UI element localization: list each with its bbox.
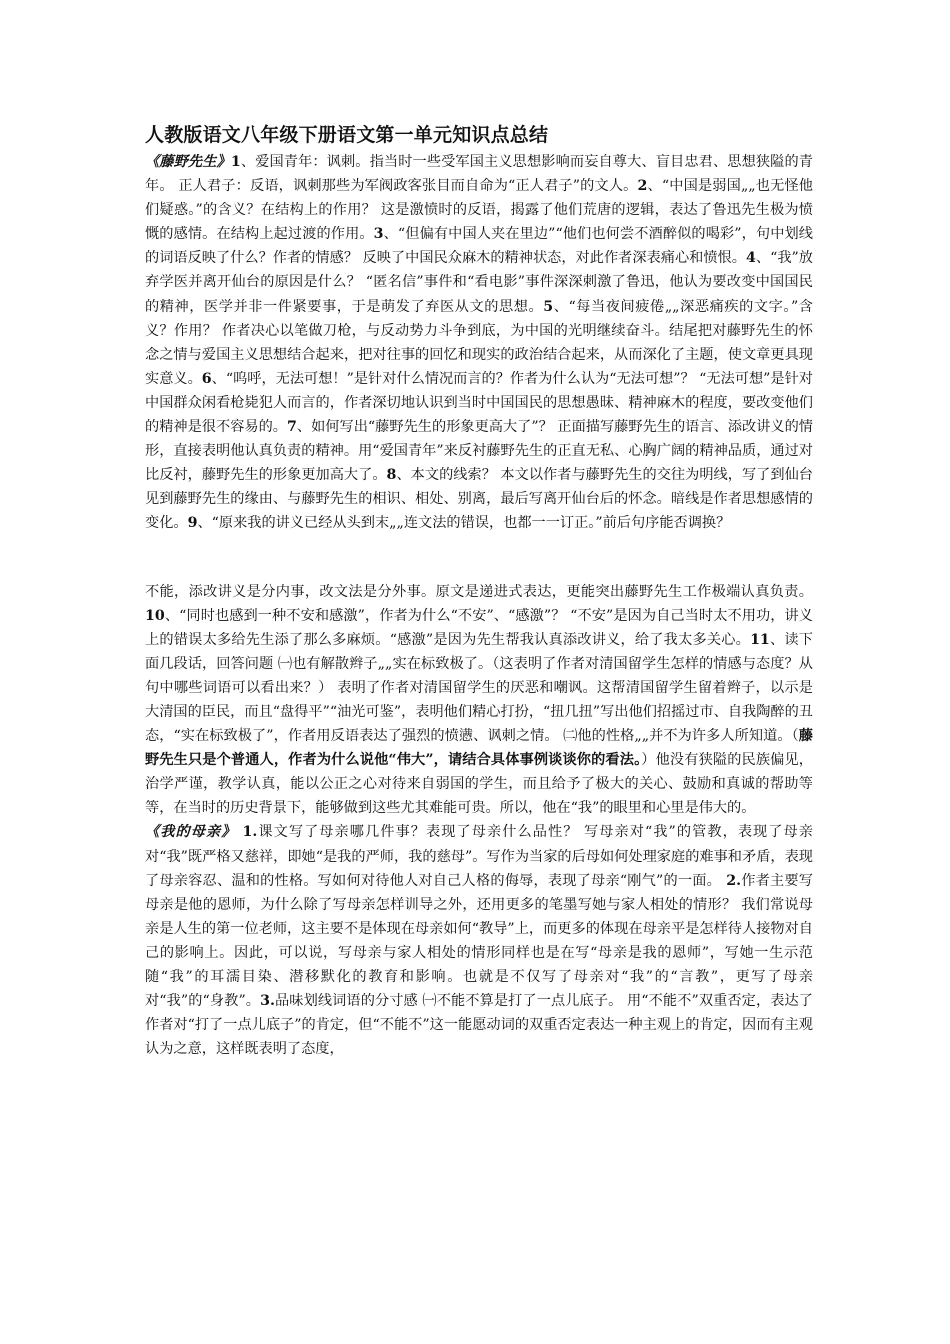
item-text: 、本文的线索？ 本文以作者与藤野先生的交往为明线，写了到仙台见到藤野先生的缘由、与藤野先生的相识、相处、别离，最后写离开仙台后的怀念。暗线是作者思想感情的变化。 bbox=[145, 467, 813, 532]
item-number: 11 bbox=[750, 631, 770, 648]
work-title-my-mother: 《我的母亲》 bbox=[145, 824, 237, 841]
item-number: 2. bbox=[721, 872, 742, 889]
item-text: 品味划线词语的分寸感 ㈠不能不算是打了一点儿底子。 用“不能不”双重否定，表达了作者对“打了一点儿底子”的肯定，但“不能不”这一能愿动词的双重否定表达一种主观上的肯定，因而有主观认为之意，这样既表明了态度， bbox=[145, 993, 813, 1058]
item-text: 作者主要写母亲是他的恩师，为什么除了写母亲怎样训导之外，还用更多的笔墨写她与家人相处的情形？ 我们常说母亲是人生的第一位老师，这主要不是体现在母亲如何“教导”上，而更多的体现在母亲平是怎样待人接物对自己的影响上。因此，可以说，写母亲与家人相处的情形同样也是在写“母亲是我的恩师”，写她一生示范随“我”的耳濡目染、潜移默化的教育和影响。也就是不仅写了母亲对“我”的“言教”，更写了母亲对“我”的“身教”。 bbox=[145, 872, 813, 1010]
item-number: 6 bbox=[201, 370, 212, 387]
item-number: 7 bbox=[287, 419, 297, 436]
bold-question: 藤野先生只是个普通人，作者为什么说他“伟大”，请结合具体事例谈谈你的看法。 bbox=[145, 728, 813, 769]
item-text: ）他没有狭隘的民族偏见，治学严谨，教学认真，能以公正之心对待来自弱国的学生，而且给予了极大的关心、鼓励和真诚的帮助等等，在当时的历史背景下，能够做到这些尤其难能可贵。所以，他在“我”的眼里和心里是伟大的。 bbox=[145, 752, 813, 817]
item-text: 课文写了母亲哪几件事？表现了母亲什么品性？ 写母亲对“我”的管教，表现了母亲对“我”既严格又慈祥，即她“是我的严师，我的慈母”。写作为当家的后母如何处理家庭的难事和矛盾，表现了母亲容忍、温和的性格。写如何对待他人对自己人格的侮辱，表现了母亲“刚气”的一面。 bbox=[145, 824, 813, 889]
paragraph-fujino-notes-1 bbox=[145, 150, 813, 536]
item-number: 9 bbox=[187, 515, 198, 532]
item-text: 、“我”放弃学医并离开仙台的原因是什么？ “匿名信”事件和“看电影”事件深深刺激了鲁迅，他认为要改变中国国民的精神，医学并非一件紧要事，于是萌发了弃医从文的思想。 bbox=[145, 250, 813, 315]
item-number: 4 bbox=[745, 250, 756, 267]
item-number: 3. bbox=[260, 993, 275, 1010]
item-text: 、“同时也感到一种不安和感激”，作者为什么“不安”、“感激”？ “不安”是因为自己当时太不用功，讲义上的错误太多给先生添了那么多麻烦。“感激”是因为先生帮我认真添改讲义，给了我太多关心。 bbox=[145, 607, 813, 648]
item-number: 2 bbox=[637, 178, 648, 195]
paragraph-my-mother-notes bbox=[145, 820, 813, 1061]
item-text: 、“中国是弱国„„也无怪他们疑惑。”的含义？在结构上的作用？ 这是激愤时的反语，揭露了他们荒唐的逻辑，表达了鲁迅先生极为愤慨的感情。在结构上起过渡的作用。 bbox=[145, 178, 813, 243]
item-text: 、“呜呼，无法可想！”是针对什么情况而言的？作者为什么认为“无法可想”？ “无法可想”是针对中国群众闲看枪毙犯人而言的，作者深切地认识到当时中国国民的思想愚昧、精神麻木的程度，要改变他们的精神是很不容易的。 bbox=[145, 370, 813, 436]
document-title: 人教版语文八年级下册语文第一单元知识点总结 bbox=[145, 124, 549, 146]
work-title-fujino: 《藤野先生》 bbox=[145, 154, 231, 170]
item-text: 不能，添改讲义是分内事，改文法是分外事。原文是递进式表达，更能突出藤野先生工作极端认真负责。 bbox=[145, 583, 813, 600]
item-number: 1. bbox=[236, 824, 258, 841]
item-text: 、爱国青年：讽刺。指当时一些受军国主义思想影响而妄自尊大、盲目忠君、思想狭隘的青年。 正人君子：反语，讽刺那些为军阀政客张目而自命为“正人君子”的文人。 bbox=[145, 154, 813, 195]
item-text: 、“每当夜间疲倦„„深恶痛疾的文字。”含义？作用？ 作者决心以笔做刀枪，与反动势力斗争到底，为中国的光明继续奋斗。结尾把对藤野先生的怀念之情与爱国主义思想结合起来，把对往事的回忆和现实的政治结合起来，从而深化了主题，使文章更具现实意义。 bbox=[145, 298, 813, 387]
item-text: 、读下面几段话，回答问题 ㈠也有解散辫子„„实在标致极了。（这表明了作者对清国留学生怎样的情感与态度？从句中哪些词语可以看出来？） 表明了作者对清国留学生的厌恶和嘲讽。这帮清国留学生留着辫子，以示是大清国的臣民，而且“盘得平”“油光可鉴”，表明他们精心打扮，“扭几扭”写出他们招摇过市、自我陶醉的丑态，“实在标致极了”，作者用反语表达了强烈的愤懑、讽刺之情。 ㈡他的性格„„并不为许多人所知道。（ bbox=[145, 631, 813, 745]
item-number: 5 bbox=[543, 298, 554, 315]
item-text: 、“但偏有中国人夹在里边”“他们也何尝不酒醉似的喝彩”，句中划线的词语反映了什么？作者的情感？ 反映了中国民众麻木的精神状态，对此作者深表痛心和愤恨。 bbox=[145, 226, 813, 267]
item-text: 、如何写出“藤野先生的形象更高大了”？ 正面描写藤野先生的语言、添改讲义的情形，直接表明他认真负责的精神。用“爱国青年”来反衬藤野先生的正直无私、心胸广阔的精神品质，通过对比反衬，藤野先生的形象更加高大了。 bbox=[145, 419, 813, 484]
paragraph-gap bbox=[145, 536, 813, 580]
item-text: 、“原来我的讲义已经从头到末„„连文法的错误，也都一一订正。”前后句序能否调换？ bbox=[197, 515, 731, 532]
document-page bbox=[145, 122, 813, 1061]
item-number: 3 bbox=[373, 226, 384, 243]
paragraph-fujino-notes-2 bbox=[145, 580, 813, 821]
item-number: 10 bbox=[145, 607, 165, 624]
item-number: 8 bbox=[386, 467, 397, 484]
item-number: 1 bbox=[230, 154, 241, 170]
